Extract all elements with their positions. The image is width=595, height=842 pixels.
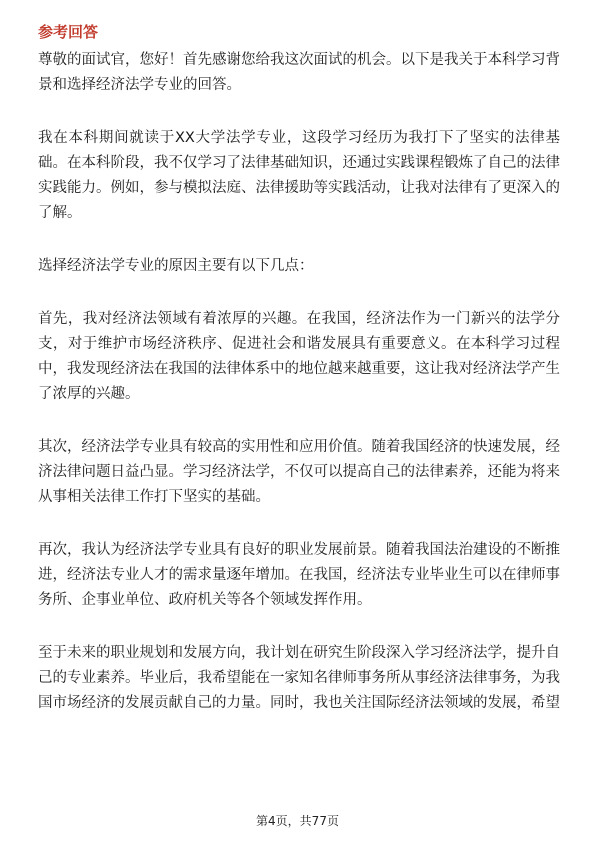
paragraph-career-plan: 至于未来的职业规划和发展方向，我计划在研究生阶段深入学习经济法学，提升自己的专业素养。毕业后，我希望能在一家知名律师事务所从事经济法律事务，为我国市场经济的发展贡献自己的力量。同时，我也关注国际经济法领域的发展，希望 [38,645,560,711]
paragraph-reason-career: 再次，我认为经济法学专业具有良好的职业发展前景。随着我国法治建设的不断推进，经济法专业人才的需求量逐年增加。在我国，经济法专业毕业生可以在律师事务所、企事业单位、政府机关等各个领域发挥作用。 [38,542,560,608]
paragraph-greeting: 尊敬的面试官，您好！首先感谢您给我这次面试的机会。以下是我关于本科学习背景和选择经济法学专业的回答。 [38,52,560,93]
paragraph-background: 我在本科期间就读于XX大学法学专业，这段学习经历为我打下了坚实的法律基础。在本科阶段，我不仅学习了法律基础知识，还通过实践课程锻炼了自己的法律实践能力。例如，参与模拟法庭、法律援助等实践活动，让我对法律有了更深入的了解。 [38,130,560,221]
paragraph-reason-practicality: 其次，经济法学专业具有较高的实用性和应用价值。随着我国经济的快速发展，经济法律问题日益凸显。学习经济法学，不仅可以提高自己的法律素养，还能为将来从事相关法律工作打下坚实的基础。 [38,439,560,505]
page-number: 第4页，共77页 [256,814,339,828]
paragraph-reasons-intro: 选择经济法学专业的原因主要有以下几点： [38,258,314,274]
answer-body [38,48,560,744]
section-heading: 参考回答 [38,23,99,41]
paragraph-reason-interest: 首先，我对经济法领域有着浓厚的兴趣。在我国，经济法作为一门新兴的法学分支，对于维护市场经济秩序、促进社会和谐发展具有重要意义。在本科学习过程中，我发现经济法在我国的法律体系中的地位越来越重要，这让我对经济法学产生了浓厚的兴趣。 [38,311,560,402]
